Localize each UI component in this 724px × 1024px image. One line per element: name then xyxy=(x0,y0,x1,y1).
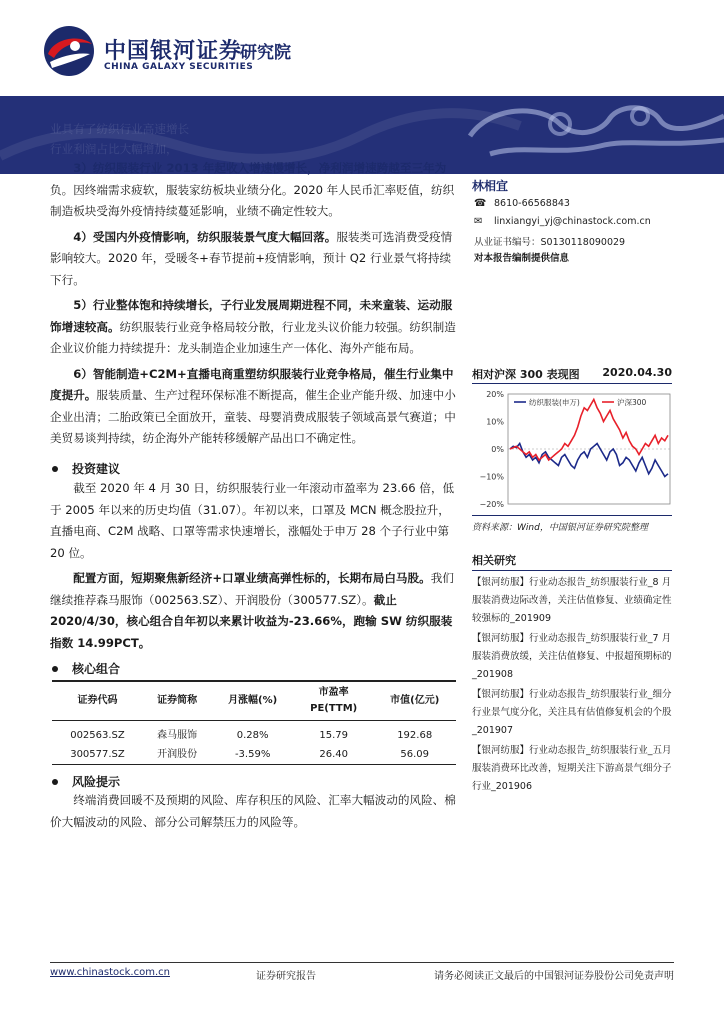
brand-name-en: CHINA GALAXY SECURITIES xyxy=(104,62,254,72)
bullet-icon xyxy=(52,666,58,672)
related-item-1[interactable]: 【银河纺服】行业动态报告_纺织服装行业_8 月服装消费边际改善，关注估值修复、业绩确定性较强标的_201909 xyxy=(472,577,672,624)
phone-icon: ☎ xyxy=(474,198,487,209)
related-research-list xyxy=(472,574,674,796)
y-tick-label: 0% xyxy=(491,445,504,454)
invest-paragraph-2: 配置方面，短期聚焦新经济+口罩业绩高弹性标的，长期布局白马股。我们继续推荐森马服饰（002563.SZ）、开润股份（300577.SZ）。截止 2020/4/30，核心组合自年初以来累计收益为-23.66%，跑输 SW 纺织服装指数 14.99PCT。 xyxy=(50,571,454,650)
related-item-3[interactable]: 【银河纺服】行业动态报告_纺织服装行业_细分行业景气度分化，关注具有估值修复机会的个股_201907 xyxy=(472,689,672,736)
paragraph-4-lead: 4）受国内外疫情影响，纺织服装景气度大幅回落。 xyxy=(73,229,337,244)
paragraph-6-lead: 6）智能制造+C2M+直播电商重塑纺织服装行业竞争格局，催生行业集中度提升。 xyxy=(50,366,454,402)
footer-disclaimer: 请务必阅读正文最后的中国银河证券股份公司免责声明 xyxy=(434,971,674,982)
col-pe: 市盈率 PE(TTM) xyxy=(294,681,373,721)
galaxy-logo-icon xyxy=(40,24,98,78)
page-footer xyxy=(50,962,674,982)
bullet-icon xyxy=(52,779,58,785)
chart-date: 2020.04.30 xyxy=(602,366,672,379)
ghost-line-2: 行业利润占比大幅增加， xyxy=(50,142,178,156)
analyst-note: 对本报告编制提供信息 xyxy=(474,253,570,264)
analyst-phone: ☎ 8610-66568843 xyxy=(474,198,570,209)
report-header xyxy=(0,0,724,96)
paragraph-3-text: 负。因终端需求疲软，服装家纺板块业绩分化。2020 年人民币汇率贬值，纺织制造板块受海外疫情持续蔓延影响，业绩不确定性较大。 xyxy=(50,182,455,218)
paragraph-4 xyxy=(50,227,456,292)
paragraph-5-text: 纺织服装行业竞争格局较分散，行业龙头议价能力较强。纺织制造企业议价能力持续提升：龙头制造企业加速生产一体化、海外产能布局。 xyxy=(50,319,456,355)
paragraph-6 xyxy=(50,364,456,450)
col-code: 证券代码 xyxy=(52,681,143,721)
bullet-icon xyxy=(52,466,58,472)
paragraph-3 xyxy=(50,158,456,223)
legend-label: 纺织服装(申万) xyxy=(529,398,580,407)
legend-label: 沪深300 xyxy=(617,398,647,407)
table-header-row xyxy=(52,681,456,721)
related-item-2[interactable]: 【银河纺服】行业动态报告_纺织服装行业_7 月服装消费放缓，关注估值修复、中报超预期标的_201908 xyxy=(472,633,672,680)
related-item-4[interactable]: 【银河纺服】行业动态报告_纺织服装行业_五月服装消费环比改善，短期关注下游高景气细分子行业_201906 xyxy=(472,745,672,792)
chart-source: 资料来源：Wind，中国银河证券研究院整理 xyxy=(472,515,672,533)
paragraph-5 xyxy=(50,295,456,360)
series-line-hs300 xyxy=(510,400,668,461)
paragraph-4-text: 服装类可选消费受疫情影响较大。2020 年，受暖冬+春节提前+疫情影响，预计 Q2 行业景气将持续下行。 xyxy=(50,229,453,287)
invest-body xyxy=(50,478,456,654)
related-research-title: 相关研究 xyxy=(472,552,672,571)
analyst-name: 林相宜 xyxy=(472,179,509,193)
main-body xyxy=(50,158,456,450)
paragraph-3-lead: 3）纺织服装行业 2013 年起收入增速慢增长，净利润增速跨越至三年为 xyxy=(73,161,447,175)
analyst-email[interactable]: ✉ linxiangyi_yj@chinastock.com.cn xyxy=(474,216,651,227)
invest-paragraph-1: 截至 2020 年 4 月 30 日，纺织服装行业一年滚动市盈率为 23.66 倍，低于 2005 年以来的历史均值（31.07）。年初以来，口罩及 MCN 概念股拉升，直播电商、C2M 战略、口罩等需求快速增长，涨幅处于申万 28 个子行业中第 20 位。 xyxy=(50,481,455,560)
paragraph-6-text: 服装质量、生产过程环保标准不断提高，催生企业产能升级、加速中小企业出清；二胎政策已全面放开，童装、母婴消费成服装子领域高景气赛道；中美贸易谈判持续，纺企海外产能转移缓解产品出口不确定性。 xyxy=(50,388,456,445)
chart-title: 相对沪深 300 表现图 xyxy=(472,368,580,381)
footer-url[interactable]: www.chinastock.com.cn xyxy=(50,967,170,978)
table-row: 002563.SZ 森马服饰 0.28% 15.79 192.68 xyxy=(70,730,433,741)
chart-title-bar xyxy=(472,366,672,384)
col-cap: 市值(亿元) xyxy=(373,681,456,721)
y-tick-label: 20% xyxy=(486,390,504,399)
portfolio-table xyxy=(52,680,456,765)
table-row: 300577.SZ 开润股份 -3.59% 26.40 56.09 xyxy=(52,745,456,765)
col-name: 证券简称 xyxy=(143,681,211,721)
paragraph-5-lead: 5）行业整体饱和持续增长，子行业发展周期进程不同，未来童装、运动服饰增速较高。 xyxy=(50,298,453,334)
y-tick-label: 10% xyxy=(486,417,504,427)
risk-text: 终端消费回暖不及预期的风险、库存积压的风险、汇率大幅波动的风险、棉价大幅波动的风险、部分公司解禁压力的风险等。 xyxy=(50,793,456,829)
invest-section-title: 投资建议 xyxy=(52,460,120,477)
risk-section-title: 风险提示 xyxy=(52,773,120,790)
y-tick-label: −10% xyxy=(479,472,504,482)
department-name: 研究院 xyxy=(240,43,291,63)
y-tick-label: −20% xyxy=(479,500,504,509)
portfolio-section-title: 核心组合 xyxy=(52,660,120,677)
mail-icon: ✉ xyxy=(474,216,483,227)
brand-name-cn: 中国银河证券 xyxy=(104,39,243,64)
footer-label: 证券研究报告 xyxy=(256,971,316,982)
performance-chart xyxy=(472,388,674,512)
col-change: 月涨幅(%) xyxy=(211,681,294,721)
series-line-textile xyxy=(510,444,668,477)
analyst-cert: 从业证书编号：S0130118090029 xyxy=(474,237,626,248)
ghost-line-1: 业具有了纺织行业高速增长 xyxy=(50,122,190,136)
risk-body xyxy=(50,790,456,833)
